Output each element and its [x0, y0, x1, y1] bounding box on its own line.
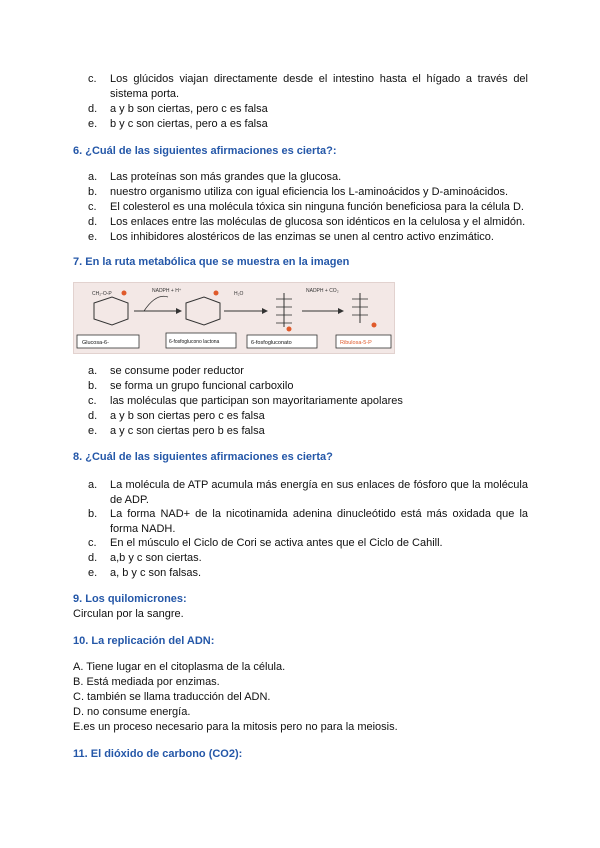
- option-text: b y c son ciertas, pero a es falsa: [110, 118, 268, 130]
- option-label: d.: [88, 103, 98, 115]
- label-gluconato: 6-fosfogluconato: [251, 340, 292, 346]
- svg-text:CH₂-O-P: CH₂-O-P: [92, 291, 112, 297]
- option-text: se forma un grupo funcional carboxilo: [110, 380, 294, 392]
- label-box-2: [166, 333, 236, 348]
- option-label: a.: [88, 171, 98, 183]
- option-text: La forma NAD+ de la nicotinamida adenina dinucleótido está más oxidada que la forma NADH.: [110, 508, 528, 535]
- question-6-title: 6. ¿Cuál de las siguientes afirmaciones es cierta?:: [73, 145, 337, 157]
- option-text: a, b y c son falsas.: [110, 567, 202, 579]
- label-lactona: 6-fosfoglucono lactona: [169, 339, 220, 345]
- option-text: La molécula de ATP acumula más energía en sus enlaces de fósforo que la molécula de ADP.: [110, 479, 528, 506]
- option-label: c.: [88, 537, 97, 549]
- option-text: Los inhibidores alostéricos de las enzimas se unen al centro activo enzimático.: [110, 231, 494, 243]
- glucose-6-phosphate-structure: [92, 291, 128, 326]
- option-text: a,b y c son ciertas.: [110, 552, 202, 564]
- ribulose-structure: [352, 293, 377, 328]
- option-text: El colesterol es una molécula tóxica sin ninguna función beneficiosa para la célula D.: [110, 201, 524, 213]
- option-text: En el músculo el Ciclo de Cori se activa antes que el Ciclo de Cahill.: [110, 537, 443, 549]
- cofactor-nadph-co2: NADPH + CO₂: [306, 288, 339, 294]
- option-label: c.: [88, 73, 97, 85]
- question-11-title: 11. El dióxido de carbono (CO2):: [73, 748, 243, 760]
- gluconate-structure: [276, 293, 292, 332]
- option-text: Los enlaces entre las moléculas de glucosa son idénticos en la celulosa y el almidón.: [110, 216, 526, 228]
- option-label: d.: [88, 216, 98, 228]
- option-text: Los glúcidos viajan directamente desde el intestino hasta el hígado a través del sistema porta.: [110, 73, 528, 100]
- option-label: d.: [88, 552, 98, 564]
- option-label: e.: [88, 231, 98, 243]
- option-label: c.: [88, 201, 97, 213]
- label-glucosa: Glucosa-6-: [82, 340, 109, 346]
- question-7-title: 7. En la ruta metabólica que se muestra en la imagen: [73, 256, 350, 268]
- option-label: e.: [88, 425, 98, 437]
- option-text: a y b son ciertas, pero c es falsa: [110, 103, 268, 115]
- q10-option-c: C. también se llama traducción del ADN.: [73, 691, 271, 703]
- option-label: b.: [88, 186, 98, 198]
- q8-option-a: [88, 478, 528, 508]
- q9-answer: Circulan por la sangre.: [73, 608, 184, 620]
- q10-option-a: A. Tiene lugar en el citoplasma de la célula.: [73, 661, 286, 673]
- option-text: a y b son ciertas pero c es falsa: [110, 410, 265, 422]
- option-text: a y c son ciertas pero b es falsa: [110, 425, 265, 437]
- option-label: a.: [88, 365, 98, 377]
- option-label: b.: [88, 380, 98, 392]
- option-label: d.: [88, 410, 98, 422]
- option-text: Las proteínas son más grandes que la glucosa.: [110, 171, 342, 183]
- label-box-1: [77, 335, 139, 348]
- q10-option-d: D. no consume energía.: [73, 706, 191, 718]
- pathway-diagram: [74, 283, 394, 353]
- option-text: nuestro organismo utiliza con igual eficiencia los L-aminoácidos y D-aminoácidos.: [110, 186, 509, 198]
- cofactor-nadph: NADPH + H⁺: [152, 288, 182, 294]
- q10-option-b: B. Está mediada por enzimas.: [73, 676, 220, 688]
- reaction-arrow-1: [134, 288, 182, 314]
- question-9-title: 9. Los quilomicrones:: [73, 593, 187, 605]
- label-box-3: [247, 335, 317, 348]
- option-label: c.: [88, 395, 97, 407]
- q10-option-e: E.es un proceso necesario para la mitosis pero no para la meiosis.: [73, 721, 398, 733]
- option-label: b.: [88, 508, 98, 520]
- option-text: se consume poder reductor: [110, 365, 244, 377]
- q5-option-c: [88, 72, 528, 102]
- lactone-structure: [186, 291, 220, 326]
- label-ribulosa: Ribulosa-5-P: [340, 340, 372, 346]
- cofactor-water: H₂O: [234, 291, 244, 297]
- option-label: e.: [88, 567, 98, 579]
- option-label: a.: [88, 479, 98, 491]
- metabolic-pathway-figure: [73, 282, 395, 354]
- question-8-title: 8. ¿Cuál de las siguientes afirmaciones es cierta?: [73, 451, 333, 463]
- reaction-arrow-2: [224, 291, 268, 314]
- label-box-4: [336, 335, 391, 348]
- option-text: las moléculas que participan son mayoritariamente apolares: [110, 395, 403, 407]
- option-label: e.: [88, 118, 98, 130]
- q8-option-b: [88, 507, 528, 537]
- reaction-arrow-3: [302, 288, 344, 314]
- question-10-title: 10. La replicación del ADN:: [73, 635, 215, 647]
